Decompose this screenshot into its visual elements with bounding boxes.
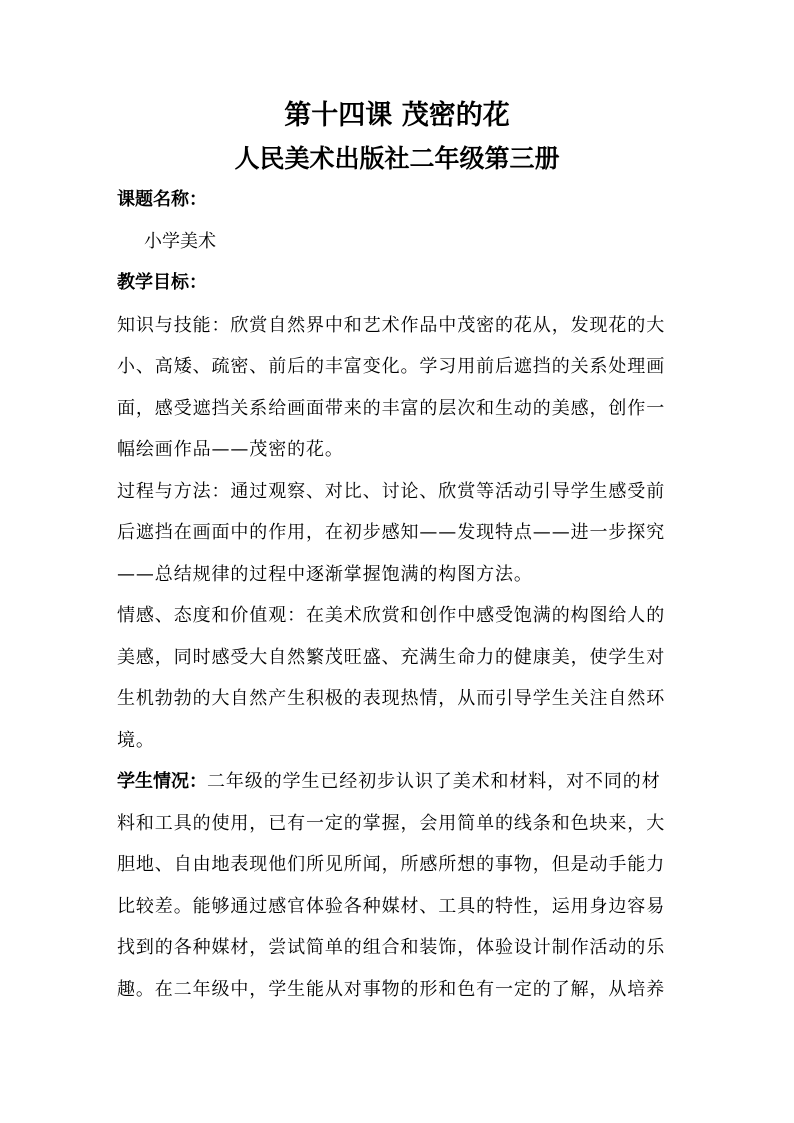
emotion-line: 生机勃勃的大自然产生积极的表现热情，从而引导学生关注自然环 — [117, 688, 666, 709]
process-line: 过程与方法：通过观察、对比、讨论、欣赏等活动引导学生感受前 — [117, 481, 666, 502]
knowledge-line: 幅绘画作品——茂密的花。 — [117, 439, 344, 460]
emotion-line: 美感，同时感受大自然繁茂旺盛、充满生命力的健康美，使学生对 — [117, 647, 666, 668]
knowledge-line: 面，感受遮挡关系给画面带来的丰富的层次和生动的美感，创作一 — [117, 398, 666, 419]
emotion-line: 情感、态度和价值观：在美术欣赏和创作中感受饱满的构图给人的 — [117, 605, 666, 626]
course-name-value: 小学美术 — [144, 231, 216, 252]
lesson-subtitle: 人民美术出版社二年级第三册 — [234, 144, 560, 173]
teaching-goals-heading: 教学目标： — [117, 272, 207, 293]
lesson-title: 第十四课 茂密的花 — [284, 100, 510, 131]
student-situation-text: 二年级的学生已经初步认识了美术和材料，对不同的材 — [207, 771, 661, 792]
knowledge-line: 知识与技能：欣赏自然界中和艺术作品中茂密的花从，发现花的大 — [117, 315, 666, 336]
student-situation-line: 趣。在二年级中，学生能从对事物的形和色有一定的了解，从培养 — [117, 979, 666, 1000]
student-situation-line — [117, 767, 701, 797]
student-situation-line: 找到的各种媒材，尝试简单的组合和装饰，体验设计制作活动的乐 — [117, 937, 666, 958]
student-situation-line: 胆地、自由地表现他们所见所闻，所感所想的事物，但是动手能力 — [117, 854, 666, 875]
knowledge-line: 小、高矮、疏密、前后的丰富变化。学习用前后遮挡的关系处理画 — [117, 356, 666, 377]
student-situation-line: 料和工具的使用，已有一定的掌握，会用简单的线条和色块来，大 — [117, 813, 666, 834]
emotion-line: 境。 — [117, 730, 155, 751]
process-line: 后遮挡在画面中的作用，在初步感知——发现特点——进一步探究 — [117, 522, 666, 543]
process-line: ——总结规律的过程中逐渐掌握饱满的构图方法。 — [117, 564, 533, 585]
student-situation-label: 学生情况： — [117, 771, 207, 792]
student-situation-line: 比较差。能够通过感官体验各种媒材、工具的特性，运用身边容易 — [117, 896, 666, 917]
course-name-heading: 课题名称： — [117, 189, 207, 210]
